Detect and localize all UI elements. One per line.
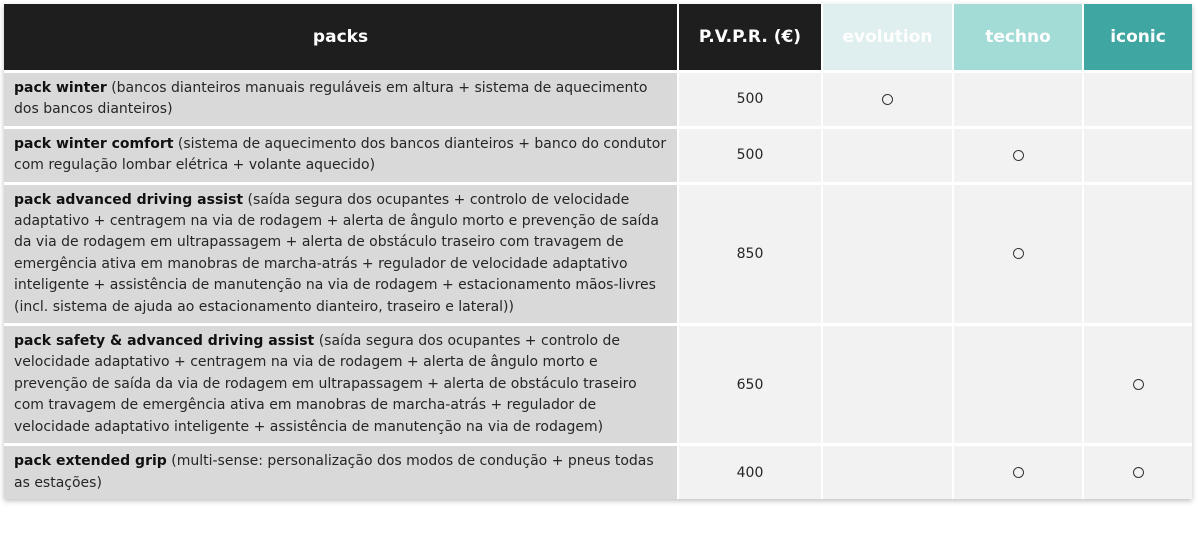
pack-details: (bancos dianteiros manuais reguláveis em altura + sistema de aquecimento dos bancos dianteiros)	[14, 80, 648, 118]
iconic-cell	[1083, 127, 1192, 183]
evolution-cell	[822, 325, 953, 445]
availability-marker	[1013, 467, 1024, 478]
iconic-cell	[1083, 445, 1192, 499]
packs-table	[4, 4, 1192, 499]
packs-table-container	[4, 4, 1192, 499]
availability-marker	[1133, 379, 1144, 390]
price-cell: 850	[678, 183, 822, 324]
availability-marker	[882, 94, 893, 105]
pack-details: (multi-sense: personalização dos modos de condução + pneus todas as estações)	[14, 453, 654, 491]
availability-marker	[1013, 248, 1024, 259]
pack-description-cell	[4, 445, 678, 499]
evolution-cell	[822, 127, 953, 183]
pack-name: pack advanced driving assist	[14, 191, 244, 208]
techno-cell	[953, 72, 1083, 128]
table-header-row	[4, 4, 1192, 72]
pack-description-cell	[4, 325, 678, 445]
header-techno: techno	[953, 4, 1083, 72]
evolution-cell	[822, 183, 953, 324]
table-row	[4, 445, 1192, 499]
evolution-cell	[822, 445, 953, 499]
pack-details: (saída segura dos ocupantes + controlo de velocidade adaptativo + centragem na via de rodagem + alerta de ângulo morto e prevenção de saída da via de rodagem em ultrapassagem + alerta de obstáculo traseiro com travagem de emergência ativa em manobras de marcha-atrás + regulador de velocidade adaptativo inteligente + assistência de manutenção na via de rodagem)	[14, 333, 637, 435]
techno-cell	[953, 445, 1083, 499]
pack-name: pack extended grip	[14, 453, 167, 470]
pack-name: pack winter	[14, 80, 107, 96]
header-evolution: evolution	[822, 4, 953, 72]
availability-marker	[1013, 150, 1024, 161]
techno-cell	[953, 127, 1083, 183]
price-cell: 650	[678, 325, 822, 445]
table-row	[4, 127, 1192, 183]
header-price: P.V.P.R. (€)	[678, 4, 822, 72]
pack-name: pack safety & advanced driving assist	[14, 333, 315, 350]
evolution-cell	[822, 72, 953, 128]
pack-description-cell	[4, 183, 678, 324]
table-row	[4, 325, 1192, 445]
iconic-cell	[1083, 325, 1192, 445]
price-cell: 500	[678, 127, 822, 183]
price-cell: 500	[678, 72, 822, 128]
header-packs: packs	[4, 4, 678, 72]
pack-details: (sistema de aquecimento dos bancos dianteiros + banco do condutor com regulação lombar elétrica + volante aquecido)	[14, 135, 667, 174]
pack-details: (saída segura dos ocupantes + controlo de velocidade adaptativo + centragem na via de rodagem + alerta de ângulo morto e prevenção de saída da via de rodagem em ultrapassagem + alerta de obstáculo traseiro com travagem de emergência ativa em manobras de marcha-atrás + regulador de velocidade adaptativo inteligente + assistência de manutenção na via de rodagem + estacionamento mãos-livres (incl. sistema de ajuda ao estacionamento dianteiro, traseiro e lateral))	[14, 191, 659, 315]
table-row	[4, 72, 1192, 128]
iconic-cell	[1083, 183, 1192, 324]
availability-marker	[1133, 467, 1144, 478]
techno-cell	[953, 183, 1083, 324]
pack-description-cell	[4, 127, 678, 183]
price-cell: 400	[678, 445, 822, 499]
pack-description-cell	[4, 72, 678, 128]
table-row	[4, 183, 1192, 324]
header-iconic: iconic	[1083, 4, 1192, 72]
techno-cell	[953, 325, 1083, 445]
pack-name: pack winter comfort	[14, 135, 174, 152]
iconic-cell	[1083, 72, 1192, 128]
